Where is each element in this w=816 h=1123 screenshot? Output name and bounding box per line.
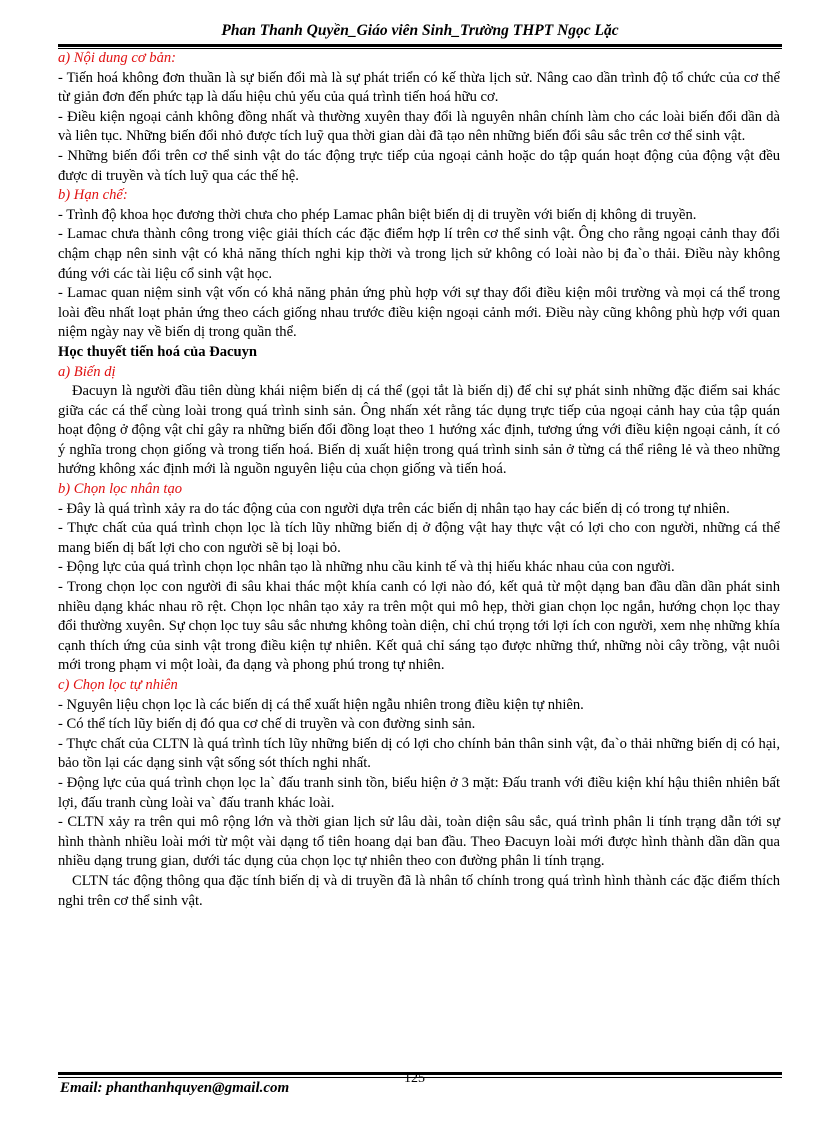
- bullet-paragraph: - Những biến đổi trên cơ thể sinh vật do tác động trực tiếp của ngoại cảnh hoặc do tập quán hoạt động của động vật đều được di truyền và tích luỹ qua các thế hệ.: [58, 147, 780, 184]
- subsection-heading: b) Chọn lọc nhân tạo: [58, 481, 183, 498]
- footer-email: Email: phanthanhquyen@gmail.com: [60, 1080, 290, 1096]
- bullet-paragraph: - Thực chất của quá trình chọn lọc là tích lũy những biến dị ở động vật hay thực vật có lợi cho con người, những cá thể mang biến dị bất lợi cho con người sẽ bị loại bỏ.: [58, 520, 780, 556]
- bullet-paragraph: - Đây là quá trình xảy ra do tác động của con người dựa trên các biến dị nhân tạo hay các biến dị có trong tự nhiên.: [58, 500, 730, 517]
- bullet-paragraph: - Lamac quan niệm sinh vật vốn có khả năng phản ứng phù hợp với sự thay đổi điều kiện môi trường và mọi cá thể trong loài đều nhất loạt phản ứng theo cách giống nhau trước điều kiện ngoại cảnh mới. Điều này cũng không phù hợp với quan niệm ngày nay về biến dị trong quần thể.: [58, 285, 780, 341]
- bullet-paragraph: - Động lực của quá trình chọn lọc nhân tạo là những nhu cầu kinh tế và thị hiếu khác nhau của con người.: [58, 559, 675, 576]
- document-body: [58, 49, 780, 911]
- bullet-paragraph: - Nguyên liệu chọn lọc là các biến dị cá thể xuất hiện ngẫu nhiên trong điều kiện tự nhiên.: [58, 696, 584, 713]
- bullet-paragraph: - Tiến hoá không đơn thuần là sự biến đổi mà là sự phát triển có kế thừa lịch sử. Nâng cao dần trình độ tổ chức của cơ thể từ giản đơn đến phức tạp là dấu hiệu chủ yếu của quá trình tiến hoá hữu cơ.: [58, 69, 780, 106]
- page-number: 125: [404, 1071, 425, 1086]
- bullet-paragraph: - Lamac chưa thành công trong việc giải thích các đặc điểm hợp lí trên cơ thể sinh vật. Ông cho rằng ngoại cảnh thay đổi chậm chạp nên sinh vật có khả năng thích nghi kịp thời và trong lịch sử không có loài nào bị đa`o thải. Điều này không đúng với các tài liệu cổ sinh vật học.: [58, 226, 780, 282]
- header-rule: [58, 44, 782, 47]
- bullet-paragraph: - Có thể tích lũy biến dị đó qua cơ chế di truyền và con đường sinh sản.: [58, 716, 476, 733]
- bullet-paragraph: - Thực chất của CLTN là quá trình tích lũy những biến dị có lợi cho chính bản thân sinh vật, đa`o thải những biến dị có hại, bảo tồn lại các dạng sinh vật sống sót thích nghi nhất.: [58, 735, 780, 772]
- page-header-title: Phan Thanh Quyền_Giáo viên Sinh_Trường THPT Ngọc Lặc: [221, 22, 619, 39]
- subsection-heading: c) Chọn lọc tự nhiên: [58, 677, 178, 693]
- bullet-paragraph: - Điều kiện ngoại cảnh không đồng nhất và thường xuyên thay đổi là nguyên nhân chính làm cho các loài biến đổi dần dà và liên tục. Những biến đổi nhỏ được tích luỹ qua thời gian dài đã tạo nên những biến đổi sâu sắc trên cơ thể sinh vật.: [58, 108, 780, 145]
- section-heading: Học thuyết tiến hoá của Đacuyn: [58, 343, 258, 360]
- subsection-heading: a) Nội dung cơ bản:: [58, 50, 177, 66]
- subsection-heading: a) Biến dị: [58, 363, 116, 380]
- bullet-paragraph: - Động lực của quá trình chọn lọc la` đấu tranh sinh tồn, biểu hiện ở 3 mặt: Đấu tranh với điều kiện khí hậu thiên nhiên bất lợi, đấu tranh cùng loài va` đấu tranh khác loài.: [58, 774, 780, 811]
- subsection-heading: b) Hạn chế:: [58, 187, 128, 204]
- paragraph: CLTN tác động thông qua đặc tính biến dị và di truyền đã là nhân tố chính trong quá trình hình thành các đặc điểm thích nghi trên cơ thể sinh vật.: [58, 872, 780, 909]
- paragraph: Đacuyn là người đầu tiên dùng khái niệm biến dị cá thể (gọi tắt là biến dị) để chỉ sự phát sinh những đặc điểm sai khác giữa các cá thể cùng loài trong quá trình sinh sản. Ông nhấn xét rằng tác dụng trực tiếp của ngoại cảnh hay của tập quán hoạt động ở động vật chỉ gây ra những biến đổi đồng loạt theo 1 hướng xác định, tương ứng với điều kiện ngoại cảnh, ít có ý nghĩa trong chọn giống và trong tiến hoá. Biến dị xuất hiện trong quá trình sinh sản ở từng cá thể riêng lẻ và theo những hướng không xác định mới là nguồn nguyên liệu của chọn giống và tiến hoá.: [58, 383, 780, 478]
- bullet-paragraph: - Trong chọn lọc con người đi sâu khai thác một khía canh có lợi nào đó, kết quả từ một dạng ban đầu dần dần phát sinh nhiều dạng khác nhau rõ rệt. Chọn lọc nhân tạo xảy ra trên một qui mô hẹp, thời gian chọn lọc ngắn, hướng chọn lọc thay đổi thường xuyên. Sự chọn lọc tuy sâu sắc nhưng không toàn diện, chỉ chú trọng tới lợi ích con người, xem nhẹ những khía cạnh thích ứng của sinh vật trong điều kiện tự nhiên. Kết quả chỉ sáng tạo được những thứ, những nòi cây trồng, vật nuôi mới trong phạm vi một loài, đa dạng và phong phú trong tự nhiên.: [58, 579, 780, 674]
- bullet-paragraph: - CLTN xảy ra trên qui mô rộng lớn và thời gian lịch sử lâu dài, toàn diện sâu sắc, quá trình phân li tính trạng dẫn tới sự hình thành nhiều loài mới từ một vài dạng tổ tiên hoang dại ban đầu. Theo Đacuyn loài mới được hình thành dần dần qua nhiều dạng trung gian, dưới tác dụng của chọn lọc tự nhiên theo con đường phân li tính trạng.: [58, 814, 780, 870]
- bullet-paragraph: - Trình độ khoa học đương thời chưa cho phép Lamac phân biệt biến dị di truyền với biến dị không di truyền.: [58, 206, 697, 223]
